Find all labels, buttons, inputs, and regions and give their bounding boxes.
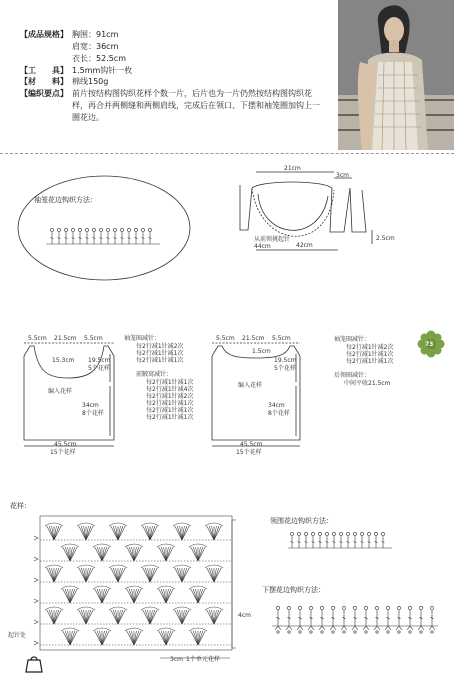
back-dim-left: 5.5cm <box>216 335 235 342</box>
back-neck-title: 后领圈减针： <box>334 372 371 379</box>
pattern-height: 4cm <box>238 612 251 619</box>
back-bottom-width: 45.5cm <box>240 441 263 448</box>
back-neck-row-1: 中间平收21.5cm <box>344 380 391 387</box>
pattern-start: 起针处 <box>8 632 27 639</box>
front-shape-row-5: 每2行减1针减1次 <box>146 407 194 414</box>
spec-tool-value: 1.5mm钩针一枚 <box>72 66 133 75</box>
front-dim-center: 21.5cm <box>54 335 77 342</box>
neck-edge-chart <box>288 532 392 548</box>
hem-edge-chart <box>272 606 438 633</box>
front-shape-row-6: 每2行减1针减1次 <box>146 414 194 421</box>
neck-pickup: 从前领挑起针44cm <box>254 236 291 250</box>
spec-size-key: 【成品规格】 <box>20 30 68 39</box>
back-decrease-row-1: 每2行减1针减2次 <box>346 344 394 351</box>
front-shape-row-1: 每2行减1针减1次 <box>146 379 194 386</box>
neck-edge-title: 领围花边钩织方法： <box>270 517 333 525</box>
front-body-rows: 8个花样 <box>82 410 104 417</box>
spec-shoulder: 肩宽：36cm <box>72 42 119 51</box>
back-decrease-row-2: 每2行减1针减1次 <box>346 351 394 358</box>
back-dim-center: 21.5cm <box>242 335 265 342</box>
pattern-title: 花样： <box>10 502 31 510</box>
back-side-height: 19.5cm <box>274 357 297 364</box>
spec-material-key: 【材 料】 <box>20 77 68 86</box>
pattern-repeat: 1个单元花样 <box>186 656 220 663</box>
sleeve-edge-chart <box>46 228 160 244</box>
front-decrease-row-3: 每2行减1针减1次 <box>136 357 184 364</box>
spec-notes-key: 【编织要点】 <box>20 89 68 98</box>
back-decrease-row-3: 每2行减1针减1次 <box>346 358 394 365</box>
back-bottom-count: 15个花样 <box>236 449 262 456</box>
back-body-height: 34cm <box>268 402 285 409</box>
front-shape-row-4: 每2行减1针减1次 <box>146 400 194 407</box>
spec-length: 衣长：52.5cm <box>72 54 127 63</box>
front-bottom-count: 15个花样 <box>50 449 76 456</box>
back-decrease-title: 袖笼圈减针： <box>334 336 371 343</box>
front-dim-left: 5.5cm <box>28 335 47 342</box>
bag-icon <box>26 657 42 672</box>
front-shape-row-2: 每2行减1针减4次 <box>146 386 194 393</box>
front-body-height: 34cm <box>82 402 99 409</box>
pattern-width: 3cm <box>170 656 183 663</box>
stitch-pattern-chart <box>34 516 236 658</box>
spec-notes-text: 前片按结构图钩织花样个数一片，后片也为一片仍然按结构图钩织花样，再合并两侧缝和两侧肩线，完成后在领口、下摆和袖笼圈加钩上一圈花边。 <box>72 89 320 122</box>
spec-tool-key: 【工 具】 <box>20 66 68 75</box>
front-pattern-label: 编入花样 <box>48 388 73 395</box>
front-shape-title: 前腋窝减针： <box>136 371 173 378</box>
back-pattern-label: 编入花样 <box>238 382 263 389</box>
front-dim-right: 5.5cm <box>84 335 103 342</box>
back-dim-right: 5.5cm <box>272 335 291 342</box>
front-decrease-title: 袖笼圈减针： <box>124 335 161 342</box>
neck-side: 2.5cm <box>376 235 395 242</box>
spec-material-value: 棉线150g <box>72 77 109 86</box>
sleeve-edge-title: 袖笼花边钩织方法： <box>34 196 97 204</box>
front-side-height: 19.5cm <box>88 357 111 364</box>
neck-top-width: 21cm <box>284 165 301 172</box>
spec-bust: 胸围：91cm <box>72 30 119 39</box>
front-inner-height: 15.3cm <box>52 357 75 364</box>
back-inner-height: 1.5cm <box>252 348 271 355</box>
neck-bottom-width: 42cm <box>296 242 313 249</box>
back-side-rows: 5个花样 <box>274 365 296 372</box>
front-decrease-row-1: 每2行减1针减2次 <box>136 343 184 350</box>
back-body-rows: 8个花样 <box>268 410 290 417</box>
front-side-rows: 5个花样 <box>88 365 110 372</box>
front-bottom-width: 45.5cm <box>54 441 77 448</box>
page-badge: 73 <box>425 341 434 348</box>
sleeve-edge-oval <box>18 176 190 280</box>
hem-edge-title: 下摆花边钩织方法： <box>262 586 325 594</box>
front-decrease-row-2: 每2行减1针减1次 <box>136 350 184 357</box>
front-shape-row-3: 每2行减1针减2次 <box>146 393 194 400</box>
neck-shoulder: 3cm <box>336 172 349 179</box>
